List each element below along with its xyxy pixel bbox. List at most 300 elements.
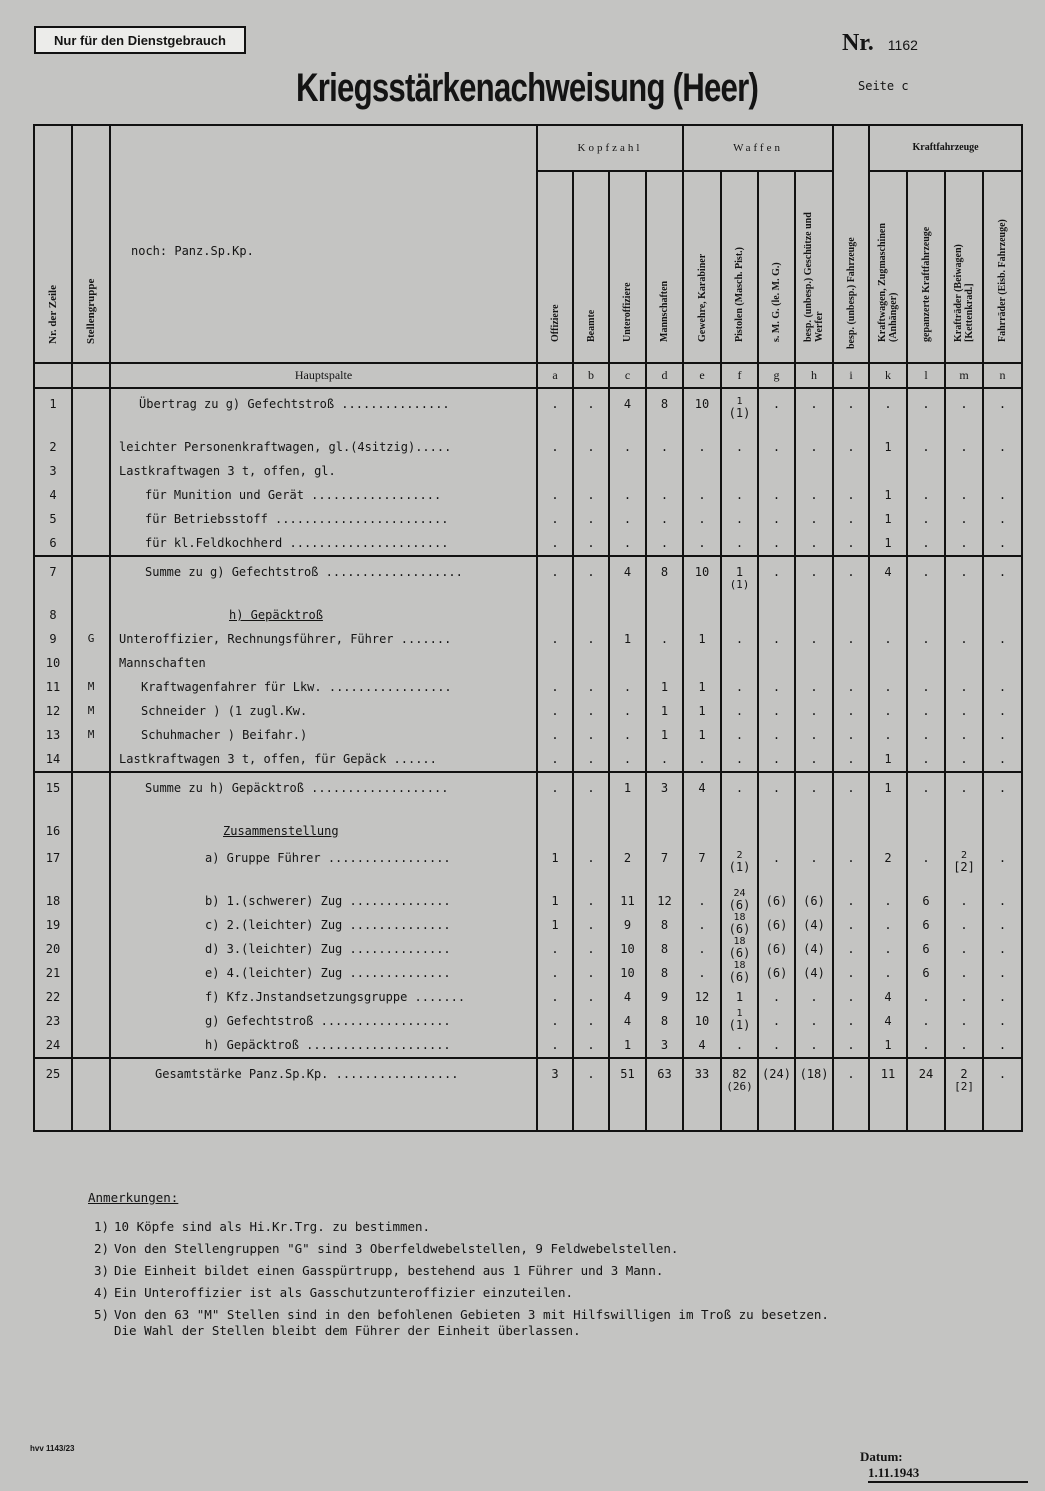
cell-value: . xyxy=(998,941,1007,956)
cell-n xyxy=(983,1009,1022,1033)
cell-value: . xyxy=(623,439,632,454)
cell-value: . xyxy=(884,965,892,980)
cell-f xyxy=(721,675,758,699)
cell-superscript: 18 xyxy=(733,936,746,947)
cell-c xyxy=(609,388,646,435)
cell-i xyxy=(833,507,869,531)
table-row xyxy=(34,961,1022,985)
cell-value: 11 xyxy=(620,893,635,908)
cell-i xyxy=(833,483,869,507)
row-number: 2 xyxy=(34,435,72,459)
cell-e xyxy=(683,388,721,435)
cell-c xyxy=(609,913,646,937)
cell-value: . xyxy=(623,679,632,694)
cell-n xyxy=(983,843,1022,889)
row-description-text: Kraftwagenfahrer für Lkw. ................. xyxy=(141,679,452,694)
cell-a xyxy=(537,507,573,531)
cell-value: . xyxy=(998,917,1007,932)
cell-value: . xyxy=(623,535,632,550)
cell-h xyxy=(795,531,833,556)
cell-value: . xyxy=(960,535,968,550)
cell-value: (6) xyxy=(728,897,751,912)
cell-value: 11 xyxy=(880,1066,896,1081)
cell-value: . xyxy=(960,941,968,956)
row-description xyxy=(110,889,537,913)
cell-b xyxy=(573,747,609,772)
cell-value: . xyxy=(551,941,559,956)
col-letter: c xyxy=(609,363,646,388)
cell-h xyxy=(795,435,833,459)
cell-value: . xyxy=(998,1037,1007,1052)
cell-value: 4 xyxy=(623,564,632,579)
row-description-text: Mannschaften xyxy=(119,655,206,670)
cell-b xyxy=(573,723,609,747)
row-description xyxy=(110,723,537,747)
form-reference: hvv 1143/23 xyxy=(30,1444,75,1453)
cell-g xyxy=(758,388,795,435)
cell-value: . xyxy=(922,396,930,411)
cell-value: 1 xyxy=(884,511,892,526)
cell-a xyxy=(537,913,573,937)
cell-f xyxy=(721,747,758,772)
cell-b xyxy=(573,627,609,651)
cell-value: . xyxy=(698,511,706,526)
cell-d xyxy=(646,1058,683,1105)
row-description xyxy=(110,747,537,772)
row-description-text: Zusammenstellung xyxy=(223,823,339,838)
cell-value: . xyxy=(810,564,818,579)
cell-i xyxy=(833,843,869,889)
row-description xyxy=(110,1033,537,1058)
row-number: 19 xyxy=(34,913,72,937)
cell-value: . xyxy=(847,917,855,932)
cell-i xyxy=(833,651,869,675)
cell-n xyxy=(983,556,1022,603)
row-number: 18 xyxy=(34,889,72,913)
cell-d xyxy=(646,507,683,531)
cell-value: . xyxy=(587,439,595,454)
cell-value: . xyxy=(551,564,559,579)
row-description xyxy=(110,961,537,985)
cell-value: . xyxy=(735,439,744,454)
remark-item xyxy=(94,1263,829,1278)
cell-l xyxy=(907,889,945,913)
col-letter: i xyxy=(833,363,869,388)
cell-g xyxy=(758,435,795,459)
row-number: 20 xyxy=(34,937,72,961)
cell-g xyxy=(758,651,795,675)
cell-h xyxy=(795,961,833,985)
cell-value: . xyxy=(998,396,1007,411)
header-col-i: besp. (unbesp.) Fahrzeuge xyxy=(833,125,869,363)
cell-value: . xyxy=(884,893,892,908)
cell-value: 24 xyxy=(918,1066,934,1081)
row-stellengruppe xyxy=(72,483,110,507)
cell-value: . xyxy=(551,487,559,502)
cell-i xyxy=(833,1033,869,1058)
cell-value: . xyxy=(922,439,930,454)
row-stellengruppe xyxy=(72,889,110,913)
cell-i xyxy=(833,961,869,985)
cell-k xyxy=(869,985,907,1009)
cell-value: . xyxy=(810,511,818,526)
col-letter: n xyxy=(983,363,1022,388)
cell-k xyxy=(869,556,907,603)
row-description-text: e) 4.(leichter) Zug .............. xyxy=(205,965,451,980)
cell-h xyxy=(795,556,833,603)
cell-n xyxy=(983,459,1022,483)
row-description xyxy=(110,1009,537,1033)
cell-m xyxy=(945,961,983,985)
cell-value: (6) xyxy=(728,921,751,936)
cell-c xyxy=(609,675,646,699)
cell-value: . xyxy=(623,487,632,502)
cell-value: 10 xyxy=(694,564,710,579)
cell-value: . xyxy=(551,727,559,742)
cell-value: 4 xyxy=(623,1013,632,1028)
row-number: 15 xyxy=(34,772,72,819)
cell-d xyxy=(646,819,683,843)
remarks-title: Anmerkungen: xyxy=(88,1190,179,1205)
cell-a xyxy=(537,1033,573,1058)
cell-n xyxy=(983,603,1022,627)
cell-value: 1 xyxy=(660,727,669,742)
cell-e xyxy=(683,961,721,985)
cell-l xyxy=(907,531,945,556)
cell-value: . xyxy=(810,989,818,1004)
cell-k xyxy=(869,531,907,556)
table-filler-row xyxy=(34,1105,1022,1131)
cell-b xyxy=(573,603,609,627)
cell-value: . xyxy=(998,679,1007,694)
cell-f xyxy=(721,937,758,961)
cell-value: 4 xyxy=(623,989,632,1004)
row-stellengruppe: M xyxy=(72,675,110,699)
remark-number: 5) xyxy=(94,1307,110,1322)
cell-value: . xyxy=(960,727,968,742)
cell-value: . xyxy=(551,535,559,550)
cell-value: . xyxy=(922,850,930,865)
row-number: 9 xyxy=(34,627,72,651)
header-col-k: Kraftwagen, Zugmaschinen (Anhänger) xyxy=(869,171,907,363)
cell-value: . xyxy=(587,511,595,526)
cell-value: 1 xyxy=(884,751,892,766)
cell-value: . xyxy=(884,703,892,718)
cell-value: . xyxy=(960,989,968,1004)
cell-h xyxy=(795,603,833,627)
cell-value: 1 xyxy=(698,727,706,742)
cell-value: . xyxy=(660,535,669,550)
table-row xyxy=(34,388,1022,435)
cell-c xyxy=(609,937,646,961)
cell-g xyxy=(758,556,795,603)
cell-e xyxy=(683,1033,721,1058)
remarks-list xyxy=(88,1219,829,1338)
cell-value: (6) xyxy=(765,965,788,980)
row-description-text: Summe zu g) Gefechtstroß ................... xyxy=(145,564,463,579)
row-stellengruppe xyxy=(72,772,110,819)
cell-n xyxy=(983,675,1022,699)
cell-i xyxy=(833,699,869,723)
cell-f xyxy=(721,961,758,985)
date-value: 1.11.1943 xyxy=(868,1465,1028,1483)
cell-i xyxy=(833,913,869,937)
cell-a xyxy=(537,459,573,483)
cell-value: . xyxy=(998,965,1007,980)
hauptspalte-label: Hauptspalte xyxy=(110,363,537,388)
cell-l xyxy=(907,985,945,1009)
cell-m xyxy=(945,889,983,913)
cell-value: . xyxy=(847,965,855,980)
cell-n xyxy=(983,889,1022,913)
cell-value: . xyxy=(998,487,1007,502)
cell-l xyxy=(907,675,945,699)
cell-h xyxy=(795,1009,833,1033)
row-description xyxy=(110,675,537,699)
cell-value: 6 xyxy=(922,941,930,956)
cell-value: 10 xyxy=(694,1013,710,1028)
cell-value: . xyxy=(922,511,930,526)
cell-value: . xyxy=(847,751,855,766)
cell-value: . xyxy=(587,1013,595,1028)
table-row xyxy=(34,1009,1022,1033)
cell-value: 6 xyxy=(922,893,930,908)
cell-n xyxy=(983,961,1022,985)
cell-value: . xyxy=(810,679,818,694)
cell-k xyxy=(869,483,907,507)
col-letter: h xyxy=(795,363,833,388)
cell-value: 4 xyxy=(884,989,892,1004)
cell-m xyxy=(945,388,983,435)
cell-k xyxy=(869,1009,907,1033)
table-row xyxy=(34,1033,1022,1058)
cell-k xyxy=(869,627,907,651)
cell-g xyxy=(758,723,795,747)
cell-a xyxy=(537,843,573,889)
cell-m xyxy=(945,772,983,819)
row-description xyxy=(110,1058,537,1105)
cell-n xyxy=(983,699,1022,723)
table-row xyxy=(34,747,1022,772)
cell-value: 1 xyxy=(698,631,706,646)
table-row xyxy=(34,531,1022,556)
cell-g xyxy=(758,819,795,843)
remark-text: Die Einheit bildet einen Gasspürtrupp, bestehend aus 1 Führer und 3 Mann. xyxy=(114,1263,664,1278)
table-row xyxy=(34,675,1022,699)
cell-a xyxy=(537,1009,573,1033)
cell-value: . xyxy=(847,631,855,646)
cell-g xyxy=(758,843,795,889)
cell-i xyxy=(833,388,869,435)
cell-value: . xyxy=(922,989,930,1004)
cell-value: 4 xyxy=(623,396,632,411)
cell-value: (1) xyxy=(728,405,751,420)
table-row xyxy=(34,772,1022,819)
cell-m xyxy=(945,747,983,772)
cell-l xyxy=(907,913,945,937)
cell-b xyxy=(573,507,609,531)
table-row xyxy=(34,556,1022,603)
cell-value: . xyxy=(810,1037,818,1052)
cell-value: . xyxy=(735,535,744,550)
cell-value: . xyxy=(847,1066,855,1081)
cell-d xyxy=(646,651,683,675)
cell-e xyxy=(683,843,721,889)
cell-m xyxy=(945,985,983,1009)
cell-value: (4) xyxy=(803,917,825,932)
cell-value: . xyxy=(810,703,818,718)
cell-e xyxy=(683,889,721,913)
cell-value: . xyxy=(960,1013,968,1028)
table-row xyxy=(34,483,1022,507)
cell-value: . xyxy=(810,1013,818,1028)
cell-g xyxy=(758,772,795,819)
cell-value: 4 xyxy=(698,1037,706,1052)
header-nr-der-zeile: Nr. der Zeile xyxy=(34,125,72,363)
header-col-n: Fahrräder (Eisb. Fahrzeuge) xyxy=(983,171,1022,363)
row-description xyxy=(110,483,537,507)
cell-value: . xyxy=(772,751,781,766)
cell-c xyxy=(609,985,646,1009)
row-number: 11 xyxy=(34,675,72,699)
cell-value: . xyxy=(587,941,595,956)
cell-value: . xyxy=(960,780,968,795)
cell-value: . xyxy=(810,850,818,865)
cell-value: . xyxy=(998,1066,1007,1081)
table-row xyxy=(34,723,1022,747)
cell-value: . xyxy=(922,631,930,646)
cell-g xyxy=(758,627,795,651)
table-row xyxy=(34,913,1022,937)
cell-value: 1 xyxy=(551,893,559,908)
cell-value: . xyxy=(884,631,892,646)
cell-value: . xyxy=(960,893,968,908)
row-stellengruppe xyxy=(72,459,110,483)
cell-e xyxy=(683,772,721,819)
table-row xyxy=(34,699,1022,723)
cell-superscript: 18 xyxy=(733,912,746,923)
table-row xyxy=(34,507,1022,531)
cell-c xyxy=(609,1009,646,1033)
col-letter: k xyxy=(869,363,907,388)
cell-h xyxy=(795,388,833,435)
cell-h xyxy=(795,772,833,819)
cell-n xyxy=(983,507,1022,531)
cell-value: (6) xyxy=(803,893,825,908)
cell-c xyxy=(609,1033,646,1058)
cell-d xyxy=(646,723,683,747)
cell-h xyxy=(795,483,833,507)
cell-value: . xyxy=(551,1037,559,1052)
cell-value: 2 xyxy=(884,850,892,865)
cell-g xyxy=(758,675,795,699)
cell-value: . xyxy=(623,511,632,526)
cell-m xyxy=(945,483,983,507)
cell-b xyxy=(573,1058,609,1105)
row-description xyxy=(110,388,537,435)
cell-value: . xyxy=(922,727,930,742)
cell-d xyxy=(646,937,683,961)
cell-f xyxy=(721,627,758,651)
cell-value: 6 xyxy=(922,917,930,932)
row-description xyxy=(110,843,537,889)
header-col-h: besp. (unbesp.) Geschütze und Werfer xyxy=(795,171,833,363)
table-row xyxy=(34,603,1022,627)
cell-value: . xyxy=(698,941,706,956)
cell-c xyxy=(609,507,646,531)
row-description xyxy=(110,913,537,937)
cell-value: . xyxy=(587,965,595,980)
cell-value: . xyxy=(810,727,818,742)
cell-a xyxy=(537,603,573,627)
remark-text: Von den 63 "M" Stellen sind in den befohlenen Gebieten 3 mit Hilfswilligen im Troß zu besetzen. xyxy=(114,1307,829,1322)
cell-f xyxy=(721,556,758,603)
cell-e xyxy=(683,913,721,937)
cell-superscript: 2 xyxy=(736,849,743,861)
row-number: 3 xyxy=(34,459,72,483)
cell-value: . xyxy=(735,487,744,502)
cell-value: . xyxy=(660,511,669,526)
cell-value: 8 xyxy=(660,941,669,956)
cell-g xyxy=(758,1058,795,1105)
cell-value: . xyxy=(587,1066,595,1081)
cell-b xyxy=(573,937,609,961)
cell-l xyxy=(907,937,945,961)
cell-h xyxy=(795,913,833,937)
cell-a xyxy=(537,627,573,651)
cell-n xyxy=(983,747,1022,772)
cell-c xyxy=(609,556,646,603)
cell-value: . xyxy=(922,535,930,550)
cell-d xyxy=(646,435,683,459)
cell-h xyxy=(795,843,833,889)
cell-a xyxy=(537,723,573,747)
cell-value: (6) xyxy=(765,941,788,956)
cell-value: . xyxy=(960,679,968,694)
header-col-d: Mannschaften xyxy=(646,171,683,363)
cell-h xyxy=(795,627,833,651)
cell-value: . xyxy=(772,631,781,646)
row-description xyxy=(110,699,537,723)
cell-e xyxy=(683,651,721,675)
cell-value: . xyxy=(922,564,930,579)
cell-value: . xyxy=(960,965,968,980)
table-row xyxy=(34,1058,1022,1105)
cell-b xyxy=(573,1033,609,1058)
cell-a xyxy=(537,889,573,913)
cell-value: . xyxy=(551,511,559,526)
cell-g xyxy=(758,507,795,531)
cell-value: . xyxy=(884,941,892,956)
cell-value: 3 xyxy=(660,780,669,795)
cell-i xyxy=(833,772,869,819)
row-description-text: für kl.Feldkochherd ...................... xyxy=(145,535,449,550)
cell-m xyxy=(945,556,983,603)
cell-value: . xyxy=(998,893,1007,908)
cell-value: . xyxy=(587,703,595,718)
row-description xyxy=(110,651,537,675)
cell-value: . xyxy=(735,780,744,795)
cell-n xyxy=(983,985,1022,1009)
cell-b xyxy=(573,459,609,483)
row-description xyxy=(110,603,537,627)
cell-a xyxy=(537,1058,573,1105)
cell-superscript: 1 xyxy=(736,395,743,407)
cell-value: 1 xyxy=(884,439,892,454)
cell-f xyxy=(721,819,758,843)
remark-text: Ein Unteroffizier ist als Gasschutzunteroffizier einzuteilen. xyxy=(114,1285,574,1300)
cell-value: . xyxy=(772,850,781,865)
